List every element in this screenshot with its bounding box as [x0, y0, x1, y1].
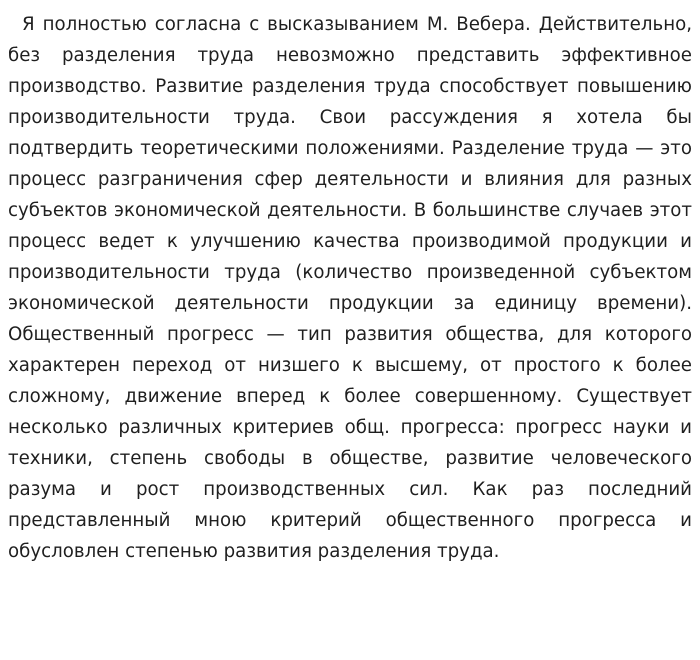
essay-paragraph: Я полностью согласна с высказыванием М. Вебера. Действительно, без разделения труда невозможно представить эффективное производство. Развитие разделения труда способствует повышению производительности труда. Свои рассуждения я хотела бы подтвердить теоретическими положениями. Разделение труда — это процесс разграничения сфер деятельности и влияния для разных субъектов экономической деятельности. В большинстве случаев этот процесс ведет к улучшению качества производимой продукции и производительности труда (количество произведенной субъектом экономической деятельности продукции за единицу времени). Общественный прогресс — тип развития общества, для которого характерен переход от низшего к высшему, от простого к более сложному, движение вперед к более совершенному. Существует несколько различных критериев общ. прогресса: прогресс науки и техники, степень свободы в обществе, развитие человеческого разума и рост производственных сил. Как раз последний представленный мною критерий общественного прогресса и обусловлен степенью развития разделения труда.	[8, 14, 692, 562]
